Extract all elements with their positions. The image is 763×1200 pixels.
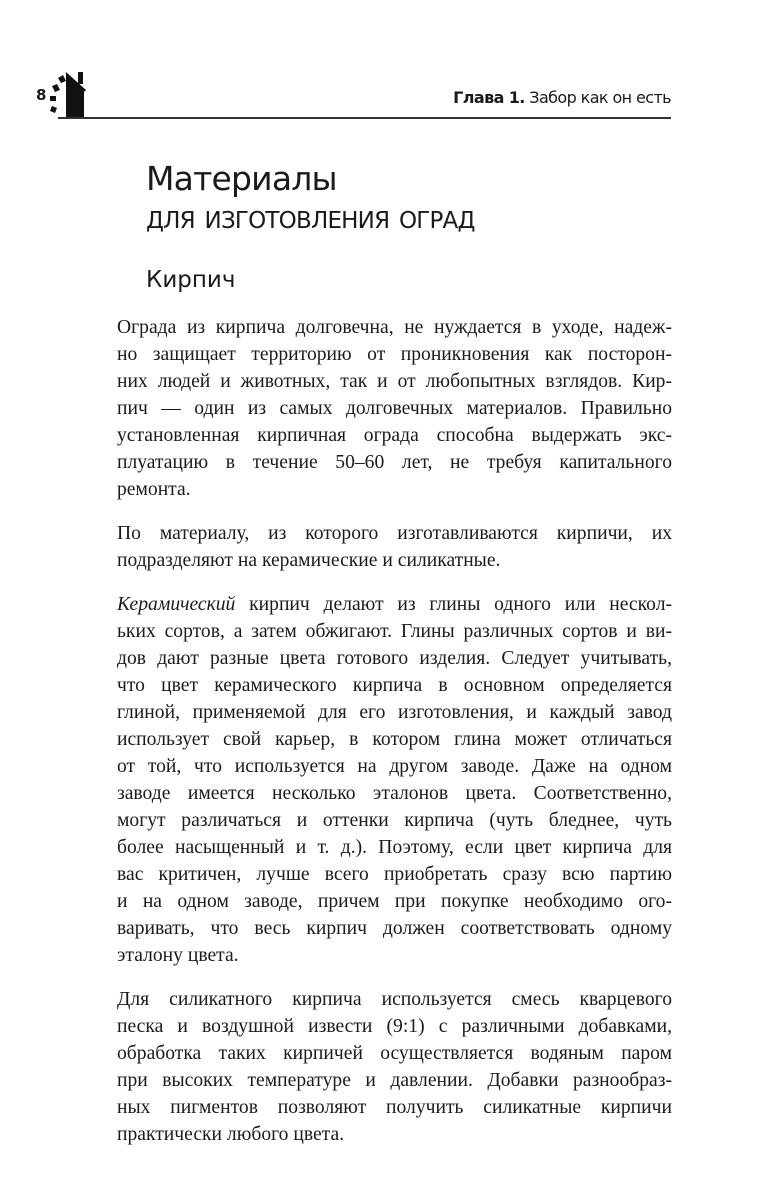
line-text: глиной, применяемой для его изготовления, и каждый завод	[117, 702, 672, 723]
line-text: Ограда из кирпича долговечна, не нуждается в уходе, надеж-	[117, 317, 672, 338]
line-text: заводе имеется несколько эталонов цвета. Соответственно,	[117, 783, 672, 804]
text-line	[117, 645, 672, 672]
line-text: ных пигментов позволяют получить силикатные кирпичи	[117, 1097, 672, 1118]
line-text: дов дают разные цвета готового изделия. Следует учитывать,	[117, 648, 672, 669]
line-text: эталону цвета.	[117, 945, 239, 966]
paragraph	[117, 591, 672, 969]
text-line	[117, 726, 672, 753]
text-line	[117, 861, 672, 888]
line-text: обработка таких кирпичей осуществляется водяным паром	[117, 1043, 672, 1064]
paragraph	[117, 520, 672, 574]
text-line	[117, 476, 672, 503]
text-line	[117, 591, 672, 618]
italic-term: Керамический	[117, 594, 236, 615]
line-text: при высоких температуре и давлении. Добавки разнообраз-	[117, 1070, 672, 1091]
line-text: варивать, что весь кирпич должен соответствовать одному	[117, 918, 672, 939]
text-line	[117, 1121, 672, 1148]
line-text: Для силикатного кирпича используется смесь кварцевого	[117, 989, 672, 1010]
title-line-2: для изготовления оград	[146, 197, 475, 236]
line-text: что цвет керамического кирпича в основном определяется	[117, 675, 672, 696]
text-line	[117, 547, 672, 574]
line-text: По материалу, из которого изготавливаются кирпичи, их	[117, 523, 672, 544]
header-rule	[58, 117, 671, 119]
line-text: установленная кирпичная ограда способна выдержать экс-	[117, 425, 672, 446]
text-line	[117, 807, 672, 834]
line-text: ьких сортов, а затем обжигают. Глины различных сортов и ви-	[117, 621, 672, 642]
text-line	[117, 395, 672, 422]
line-text: и на одном заводе, причем при покупке необходимо ого-	[117, 891, 672, 912]
line-text: практически любого цвета.	[117, 1124, 345, 1145]
text-line	[117, 1094, 672, 1121]
section-title	[146, 160, 475, 236]
line-text: использует свой карьер, в котором глина может отличаться	[117, 729, 672, 750]
line-text: могут различаться и оттенки кирпича (чуть бледнее, чуть	[117, 810, 672, 831]
paragraph	[117, 314, 672, 503]
text-line	[117, 618, 672, 645]
text-line	[117, 780, 672, 807]
line-text: подразделяют на керамические и силикатные.	[117, 550, 501, 571]
text-line	[117, 986, 672, 1013]
text-line	[117, 1040, 672, 1067]
text-line	[117, 1013, 672, 1040]
line-text: более насыщенный и т. д.). Поэтому, если цвет кирпича для	[117, 837, 672, 858]
line-text: кирпич делают из глины одного или нескол-	[249, 594, 672, 615]
line-text: вас критичен, лучше всего приобретать сразу всю партию	[117, 864, 672, 885]
subsection-title: Кирпич	[146, 267, 236, 293]
chapter-title: Забор как он есть	[529, 88, 671, 107]
text-line	[117, 1067, 672, 1094]
title-line-1: Материалы	[146, 159, 337, 198]
text-line	[117, 699, 672, 726]
text-line	[117, 314, 672, 341]
chapter-label: Глава 1.	[453, 88, 525, 107]
text-line	[117, 888, 672, 915]
line-text: плуатацию в течение 50–60 лет, не требуя капитального	[117, 452, 672, 473]
paragraph	[117, 986, 672, 1148]
running-header	[453, 88, 671, 107]
text-line	[117, 422, 672, 449]
line-text: песка и воздушной извести (9:1) с различными добавками,	[117, 1016, 672, 1037]
line-text: пич — один из самых долговечных материалов. Правильно	[117, 398, 672, 419]
text-line	[117, 942, 672, 969]
line-text: от той, что используется на другом заводе. Даже на одном	[117, 756, 672, 777]
line-text: ремонта.	[117, 479, 191, 500]
text-line	[117, 753, 672, 780]
text-line	[117, 368, 672, 395]
line-text: но защищает территорию от проникновения как посторон-	[117, 344, 672, 365]
text-line	[117, 449, 672, 476]
line-text: них людей и животных, так и от любопытных взглядов. Кир-	[117, 371, 672, 392]
text-line	[117, 834, 672, 861]
text-line	[117, 341, 672, 368]
text-line	[117, 672, 672, 699]
page-number: 8	[36, 86, 47, 104]
text-line	[117, 915, 672, 942]
text-line	[117, 520, 672, 547]
body-text	[117, 314, 672, 1165]
